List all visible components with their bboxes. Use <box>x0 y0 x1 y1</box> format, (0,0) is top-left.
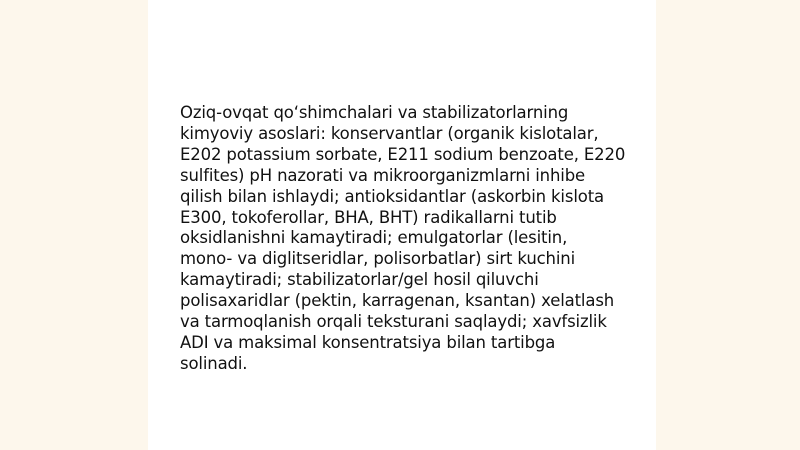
document-page <box>148 0 656 450</box>
body-paragraph: Oziq-ovqat qo‘shimchalari va stabilizatorlarning kimyoviy asoslari: konservantlar (organik kislotalar, E202 potassium sorbate, E211 sodium benzoate, E220 sulfites) pH nazorati va mikroorganizmlarni inhibe qilish bilan ishlaydi; antioksidantlar (askorbin kislota E300, tokoferollar, BHA, BHT) radikallarni tutib oksidlanishni kamaytiradi; emulgatorlar (lesitin, mono- va diglitseridlar, polisorbatlar) sirt kuchini kamaytiradi; stabilizatorlar/gel hosil qiluvchi polisaxaridlar (pektin, karragenan, ksantan) xelatlash va tarmoqlanish orqali teksturani saqlaydi; xavfsizlik ADI va maksimal konsentratsiya bilan tartibga solinadi. <box>180 103 626 373</box>
left-margin <box>0 0 148 450</box>
right-margin <box>656 0 800 450</box>
